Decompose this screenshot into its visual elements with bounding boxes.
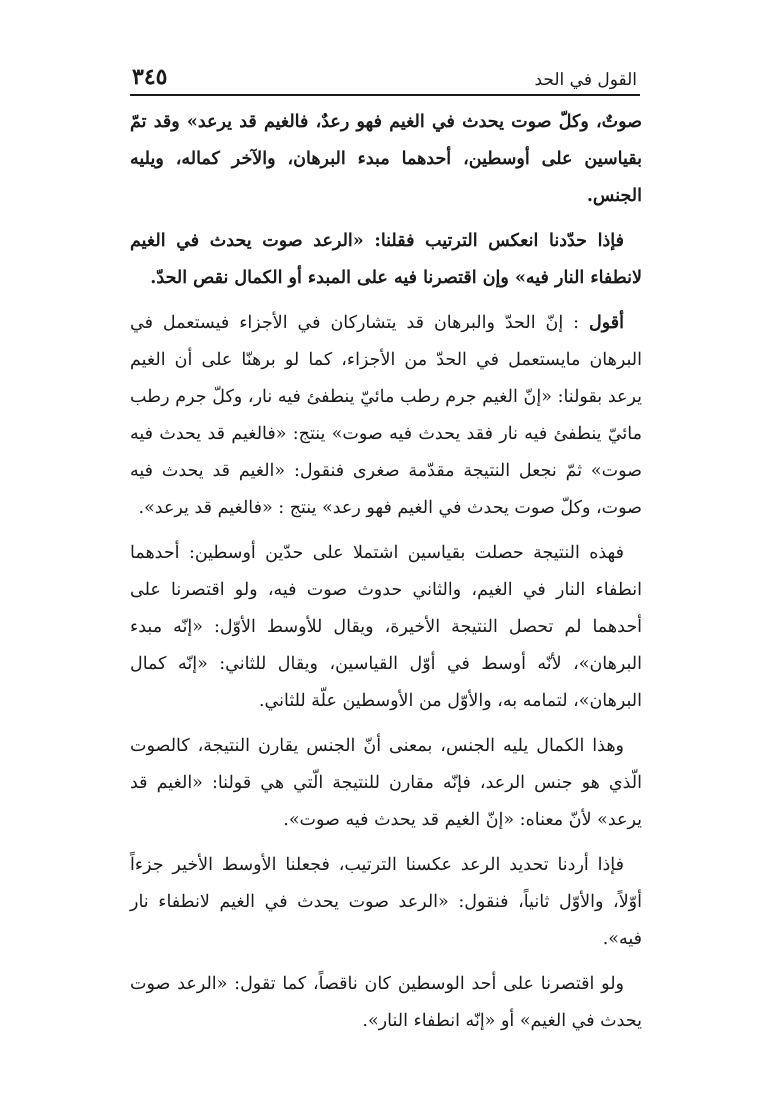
body-text xyxy=(130,104,642,1048)
paragraph-lead: أقول xyxy=(589,313,624,333)
paragraph-text: فهذه النتيجة حصلت بقياسين اشتملا على حدّين أوسطين: أحدهما انطفاء النار في الغيم، والثاني حدوث صوت فيه، ولو اقتصرنا على أحدهما لم تحصل النتيجة الأخيرة، ويقال للأوسط الأوّل: «إنّه مبدء البرهان»، لأنّه أوسط في أوّل القياسين، ويقال للثاني: «إنّه كمال البرهان»، لتمامه به، والأوّل من الأوسطين علّة للثاني. xyxy=(130,543,642,711)
paragraph-text: فإذا أردنا تحديد الرعد عكسنا الترتيب، فجعلنا الأوسط الأخير جزءاً أوّلاً، والأوّل ثانياً، فنقول: «الرعد صوت يحدث في الغيم لانطفاء نار فيه». xyxy=(130,855,642,949)
running-title: القول في الحد xyxy=(534,70,637,90)
paragraph-text: وهذا الكمال يليه الجنس، بمعنى أنّ الجنس يقارن النتيجة، كالصوت الّذي هو جنس الرعد، فإنّه مقارن للنتيجة الّتي هي قولنا: «الغيم قد يرعد» لأنّ معناه: «إنّ الغيم قد يحدث فيه صوت». xyxy=(130,736,642,830)
paragraph-text: ولو اقتصرنا على أحد الوسطين كان ناقصاً، كما تقول: «الرعد صوت يحدث في الغيم» أو «إنّه انطفاء النار». xyxy=(130,974,642,1031)
paragraph-6 xyxy=(130,847,642,958)
paragraph-text: : إنّ الحدّ والبرهان قد يتشاركان في الأجزاء فيستعمل في البرهان مايستعمل في الحدّ من الأجزاء، كما لو برهنّا على أن الغيم يرعد بقولنا: «إنّ الغيم جرم رطب مائيّ ينطفئ فيه نار، وكلّ جرم رطب مائيّ ينطفئ فيه نار فقد يحدث فيه صوت» ينتج: «فالغيم قد يحدث فيه صوت» ثمّ نجعل النتيجة مقدّمة صغرى فنقول: «الغيم قد يحدث فيه صوت، وكلّ صوت يحدث في الغيم فهو رعد» ينتج : «فالغيم قد يرعد». xyxy=(130,313,642,518)
paragraph-text: صوتٌ، وكلّ صوت يحدث في الغيم فهو رعدٌ، فالغيم قد يرعد» وقد تمّ بقياسين على أوسطين، أحدهما مبدء البرهان، والآخر كماله، ويليه الجنس. xyxy=(130,112,642,206)
paragraph-text: فإذا حدّدنا انعكس الترتيب فقلنا: «الرعد صوت يحدث في الغيم لانطفاء النار فيه» وإن اقتصرنا فيه على المبدء أو الكمال نقص الحدّ. xyxy=(130,231,642,288)
paragraph-5 xyxy=(130,728,642,839)
header-rule xyxy=(130,94,640,96)
page-header xyxy=(132,62,637,90)
page-number: ٣٤٥ xyxy=(132,64,168,90)
paragraph-3 xyxy=(130,305,642,527)
paragraph-7 xyxy=(130,966,642,1040)
paragraph-4 xyxy=(130,535,642,720)
paragraph-1 xyxy=(130,104,642,215)
paragraph-2 xyxy=(130,223,642,297)
